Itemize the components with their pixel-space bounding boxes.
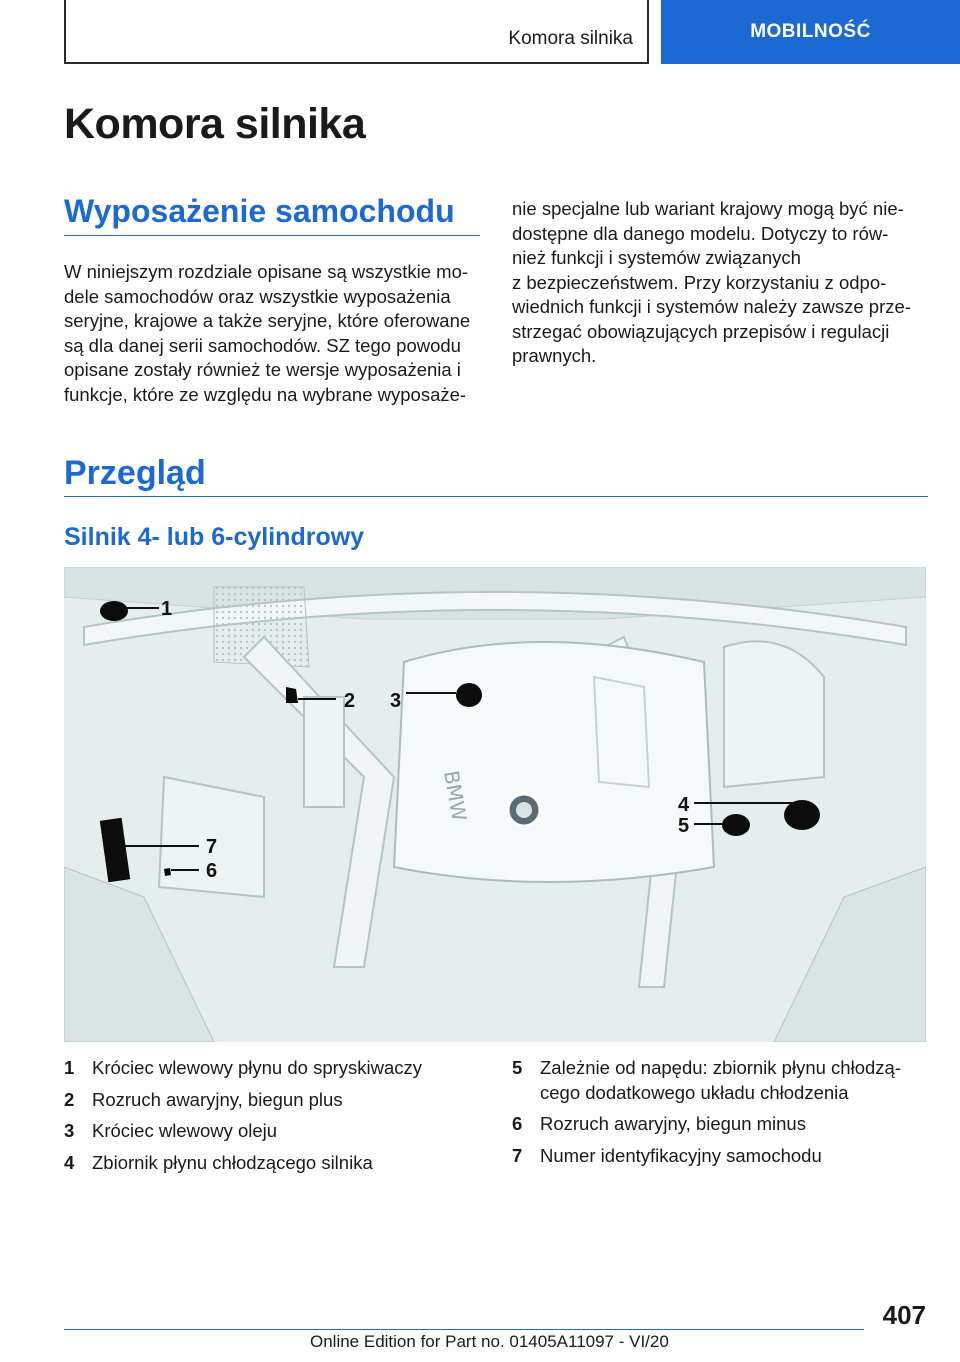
legend-item (512, 1144, 932, 1169)
callout-label: 6 (206, 860, 218, 882)
header-section-title: Komora silnika (508, 28, 633, 49)
callout-label: 7 (206, 836, 218, 858)
callout-label: 1 (161, 598, 173, 620)
engine-bay-illustration (64, 567, 926, 1042)
legend-text: Króciec wlewowy oleju (92, 1120, 278, 1141)
coolant-cap-icon (784, 800, 820, 830)
engine-bay-drawing (64, 567, 926, 1042)
equipment-text-col1 (64, 260, 484, 407)
washer-cap-icon (100, 601, 128, 621)
text-line: funkcje, które ze względu na wybrane wyposaże‐ (64, 383, 467, 405)
legend-item (512, 1112, 932, 1137)
text-line: nież funkcji i systemów związanych (512, 247, 801, 268)
text-line: wiednich funkcji i systemów należy zawsze prze‐ (512, 296, 911, 317)
oil-cap-icon (456, 683, 482, 707)
legend-item (64, 1056, 484, 1081)
legend-text: Zbiornik płynu chłodzącego silnika (92, 1151, 373, 1173)
legend-text: Numer identyfikacyjny samochodu (540, 1144, 822, 1166)
page-title: Komora silnika (64, 100, 366, 148)
text-line: seryjne, krajowe a także seryjne, które oferowane (64, 310, 471, 331)
text-line: są dla danej serii samochodów. SZ tego powodu (64, 334, 461, 356)
footer-rule (64, 1329, 864, 1330)
text-line: strzegać obowiązujących przepisów i regulacji (512, 320, 890, 342)
legend-number: 2 (64, 1088, 75, 1110)
legend-text: Rozruch awaryjny, biegun plus (92, 1088, 343, 1110)
legend-item (512, 1056, 932, 1105)
legend-number: 7 (512, 1144, 523, 1166)
header-section-box (64, 0, 649, 64)
legend-number: 1 (64, 1057, 75, 1078)
text-line: nie specjalne lub wariant krajowy mogą być nie‐ (512, 198, 904, 219)
callout-label: 3 (390, 690, 402, 712)
legend-text: Króciec wlewowy płynu do spryskiwaczy (92, 1057, 423, 1078)
callout-label: 2 (344, 690, 356, 712)
callout-label: 4 (678, 794, 690, 816)
legend-number: 3 (64, 1120, 75, 1141)
legend-item (64, 1151, 484, 1176)
legend-text: Zależnie od napędu: zbiornik płynu chłodzą‐ cego dodatkowego układu chłodzenia (540, 1057, 901, 1103)
jump-start-negative-icon (164, 868, 171, 876)
legend-number: 6 (512, 1113, 523, 1134)
legend-item (64, 1119, 484, 1144)
page-number: 407 (882, 1300, 926, 1330)
text-line: z bezpieczeństwem. Przy korzystaniu z odpo‐ (512, 271, 887, 293)
legend-right (512, 1056, 932, 1175)
text-line: dele samochodów oraz wszystkie wyposażenia (64, 285, 451, 307)
legend-item (64, 1088, 484, 1113)
header-chapter-tab[interactable]: MOBILNOŚĆ (661, 0, 960, 64)
legend-number: 4 (64, 1151, 75, 1173)
legend-number: 5 (512, 1057, 523, 1078)
text-line: prawnych. (512, 345, 597, 366)
equipment-text-col2 (512, 197, 932, 369)
legend-left (64, 1056, 484, 1182)
subheading-engine: Silnik 4- lub 6-cylindrowy (64, 523, 365, 551)
engine-cover-logo-text: BMW (439, 768, 472, 823)
section-rule-overview (64, 496, 928, 497)
footer-edition: Online Edition for Part no. 01405A11097 - VI/20 (310, 1332, 669, 1351)
section-heading-overview: Przegląd (64, 454, 206, 492)
legend-text: Rozruch awaryjny, biegun minus (540, 1113, 806, 1134)
section-rule-equipment (64, 235, 480, 236)
text-line: opisane zostały również te wersje wyposażenia i (64, 359, 461, 380)
section-heading-equipment: Wyposażenie samochodu (64, 193, 455, 229)
callout-label: 5 (678, 815, 690, 837)
text-line: dostępne dla danego modelu. Dotyczy to rów‐ (512, 222, 889, 244)
text-line: W niniejszym rozdziale opisane są wszystkie mo‐ (64, 261, 469, 282)
